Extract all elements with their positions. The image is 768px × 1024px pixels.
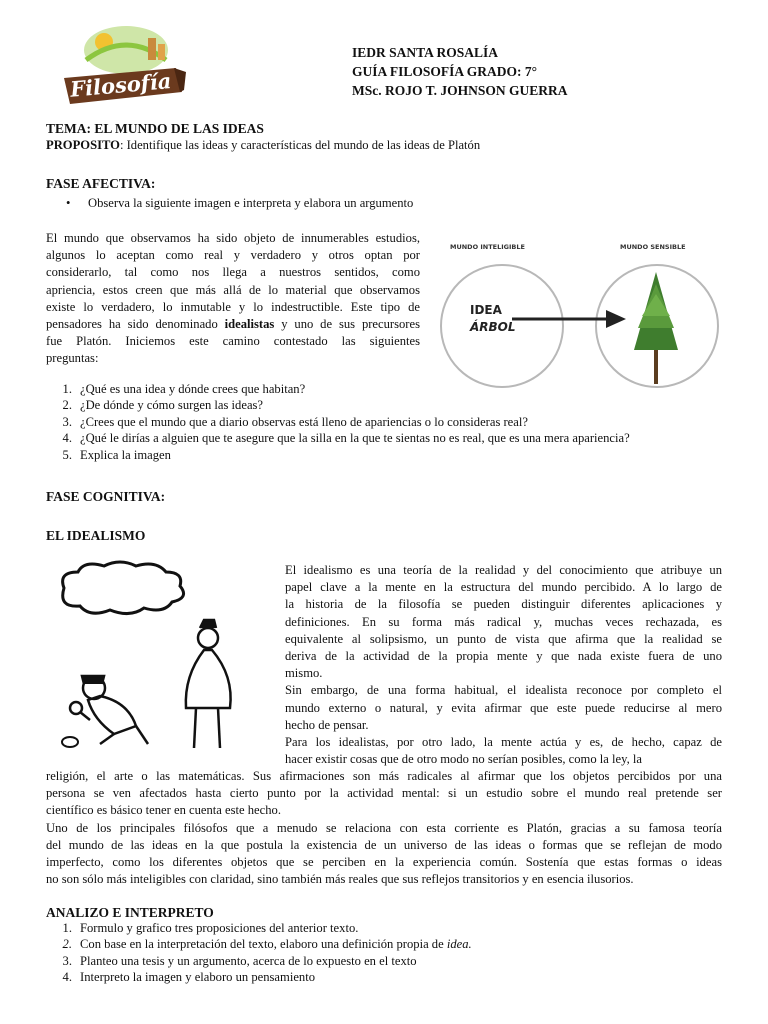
para-line: equivalente al solipsismo, un punto de vista que afirma que la realidad se <box>285 631 722 646</box>
analizo-list <box>46 920 746 986</box>
bullet-text: Observa la siguiente imagen e interpreta y elabora un argumento <box>88 196 414 210</box>
para-line: Sin embargo, de una forma habitual, el idealista reconoce por completo el <box>285 683 722 698</box>
item-text: Con base en la interpretación del texto, elaboro una definición propia de <box>80 937 447 952</box>
para-line: la historia de la filosofía se pueden distinguir diferentes aplicaciones y <box>285 597 722 612</box>
item-number: 2. <box>62 937 72 952</box>
para-line: apriencia, estos creen que más allá de lo material que observamos <box>46 282 420 297</box>
proposito-line <box>46 137 480 153</box>
para-line: mismo. <box>285 666 323 681</box>
para-line: algunos lo aceptan como real y verdadero y otros optan por <box>46 248 420 263</box>
para-line: no son sólo más inteligibles con claridad, sino también más reales que sus reflejos transitorios y en esencia ilusorios. <box>46 872 634 887</box>
logo-text: Filosofía <box>69 68 173 102</box>
para-line: del mundo de las ideas en la que postula la existencia de un universo de las ideas o formas que se reflejan de modo <box>46 837 722 852</box>
para-line: hecho de pensar. <box>285 717 369 732</box>
para-line: El mundo que observamos ha sido objeto de innumerables estudios, <box>46 231 420 245</box>
sensible-title: MUNDO SENSIBLE <box>620 243 686 251</box>
analizo-item <box>46 969 746 985</box>
idealismo-full-paragraph <box>46 768 722 888</box>
item-number: 4. <box>62 970 72 985</box>
para-line: persona se ven afectados hasta cierto punto por la actividad mental: si un estudio sobre el mundo real pretende ser <box>46 786 722 801</box>
plato-worlds-diagram <box>436 232 726 392</box>
thought-cloud <box>63 562 184 614</box>
standing-person <box>186 620 231 748</box>
item-text: Interpreto la imagen y elaboro un pensamiento <box>80 970 316 985</box>
egg-shape <box>62 737 78 747</box>
question-item: 4. ¿Qué le dirías a alguien que te asegure que la silla en la que te sientas no es real, que es una mera apariencia? <box>62 431 630 446</box>
afectiva-paragraph <box>46 230 420 368</box>
para-line: hacer existir cosas que de otro modo no serían posibles, como la ley, la <box>285 752 642 767</box>
para-line: preguntas: <box>46 351 99 366</box>
proposito-text: : Identifique las ideas y características del mundo de las ideas de Platón <box>119 138 481 152</box>
filosofia-logo <box>56 20 190 108</box>
kneeling-person <box>70 676 148 744</box>
question-text: ¿Qué le dirías a alguien que te asegure que la silla en la que te sientas no es real, que es una mera apariencia? <box>80 431 630 446</box>
para-line: papel clave a la mente en la estructura del mundo percibido. A lo largo de <box>285 580 722 595</box>
para-line: Para los idealistas, por otro lado, la mente actúa y es, de hecho, capaz de <box>285 735 722 750</box>
para-line: deriva de la actividad de la propia mente y que nada existe fuera de uno <box>285 649 722 664</box>
item-text: Planteo una tesis y un argumento, acerca de lo expuesto en el texto <box>80 953 417 968</box>
bullet-icon: • <box>66 196 71 210</box>
para-line: existe lo verdadero, lo inmutable y lo indestructible. Este tipo de <box>46 299 420 314</box>
para-line: mundo externo o natural, y evita afirmar que este puede reducirse al mero <box>285 700 722 715</box>
idealismo-right-paragraph <box>285 562 722 768</box>
item-italic-word: idea. <box>446 937 472 952</box>
analizo-item <box>46 920 746 936</box>
cartoon-graphic <box>44 558 274 754</box>
para-line: considerarlo, tal como nos llega a nuestros sentidos, como <box>46 265 420 280</box>
para-line: Uno de los principales filósofos que a menudo se relaciona con esta corriente es Platón, gracias a su famosa teoría <box>46 820 722 835</box>
item-number: 1. <box>62 921 72 935</box>
analizo-item <box>46 936 746 952</box>
question-text: ¿Crees que el mundo que a diario observas está lleno de apariencias o lo consideras real? <box>80 414 528 429</box>
questions-list <box>46 381 746 463</box>
fase-afectiva-title: FASE AFECTIVA: <box>46 176 156 191</box>
idealism-cartoon <box>44 558 274 754</box>
item-text: Formulo y grafico tres proposiciones del anterior texto. <box>80 921 359 935</box>
idea-label: IDEA <box>470 303 502 317</box>
teacher-name: MSc. ROJO T. JOHNSON GUERRA <box>352 83 568 98</box>
school-name: IEDR SANTA ROSALÍA <box>352 45 499 60</box>
question-text: ¿Qué es una idea y dónde crees que habitan? <box>80 382 306 396</box>
question-item: 5. Explica la imagen <box>62 447 171 462</box>
analizo-title: ANALIZO E INTERPRETO <box>46 905 214 920</box>
proposito-label: PROPOSITO <box>46 138 120 152</box>
para-line: imperfecto, como los diferentes objetos que se perciben en la experiencia común. Sostenía que estas formas o ideas <box>46 855 722 870</box>
inteligible-title: MUNDO INTELIGIBLE <box>450 243 525 251</box>
tema-title: TEMA: EL MUNDO DE LAS IDEAS <box>46 121 264 136</box>
item-number: 3. <box>62 953 72 968</box>
arbol-label: ÁRBOL <box>470 320 516 334</box>
para-line: religión, el arte o las matemáticas. Sus afirmaciones son más radicales al afirmar que los objetos percibidos por una <box>46 769 722 783</box>
idealismo-title: EL IDEALISMO <box>46 528 146 543</box>
bullet-item <box>66 195 413 211</box>
fase-cognitiva-title: FASE COGNITIVA: <box>46 489 166 504</box>
para-line-6 <box>46 316 420 333</box>
para-line: definiciones. En su forma más radical y, muchas veces rechazada, es <box>285 614 722 629</box>
guide-title: GUÍA FILOSOFÍA GRADO: 7° <box>352 64 538 79</box>
question-item: 3. ¿Crees que el mundo que a diario observas está lleno de apariencias o lo consideras real? <box>62 414 528 429</box>
para-line: científico es básico tener en cuenta este hecho. <box>46 803 281 818</box>
para-line: fue Platón. Iniciemos este camino contestado las siguientes <box>46 334 420 349</box>
para-text: pensadores ha sido denominado <box>46 317 225 332</box>
para-text: y uno de sus precursores <box>274 317 420 332</box>
para-line: El idealismo es una teoría de la realidad y del conocimiento que atribuye un <box>285 563 722 577</box>
question-text: ¿De dónde y cómo surgen las ideas? <box>80 398 264 413</box>
question-item: 2. ¿De dónde y cómo surgen las ideas? <box>62 398 264 413</box>
analizo-item <box>46 953 746 969</box>
idealistas-bold: idealistas <box>224 317 275 332</box>
question-text: Explica la imagen <box>80 447 171 462</box>
question-item: 1. ¿Qué es una idea y dónde crees que habitan? <box>62 382 306 396</box>
